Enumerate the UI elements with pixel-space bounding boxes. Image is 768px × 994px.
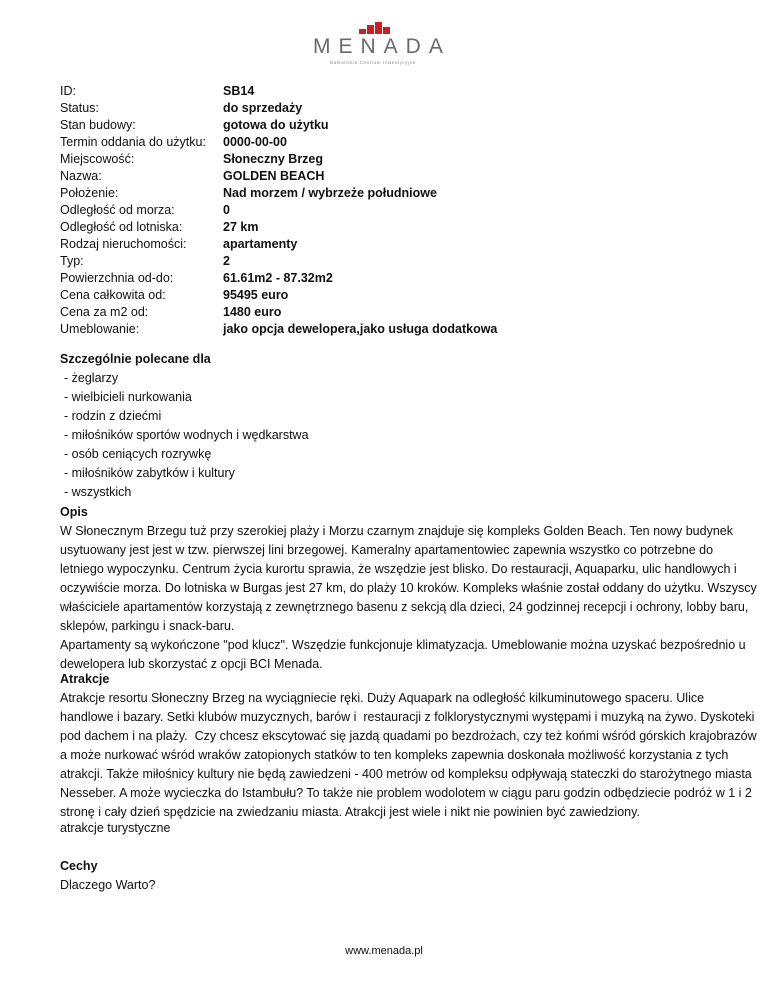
list-item: - osób ceniących rozrywkę (64, 447, 212, 461)
info-row (60, 219, 720, 236)
info-row (60, 83, 720, 100)
info-row (60, 134, 720, 151)
atrakcje-text (60, 689, 757, 822)
info-value: Słoneczny Brzeg (223, 152, 324, 166)
info-value: 0000-00-00 (223, 135, 287, 149)
menada-logo (313, 22, 451, 66)
info-row (60, 117, 720, 134)
info-value: 27 km (223, 220, 259, 234)
list-item: - rodzin z dziećmi (64, 409, 162, 423)
info-label: Termin oddania do użytku: (60, 135, 206, 149)
text-line: stronę i cały dzień spędzicie na zwiedzaniu miasta. Atrakcji jest wiele i nikt nie powinien być zawiedziony. (60, 805, 640, 819)
list-item: - miłośników zabytków i kultury (64, 466, 235, 480)
info-value: 61.61m2 - 87.32m2 (223, 271, 333, 285)
info-value: 2 (223, 254, 230, 268)
info-label: Stan budowy: (60, 118, 136, 132)
logo-tagline: Bałkańskie Centrum Inwestycyjne (330, 60, 416, 65)
info-row (60, 168, 720, 185)
logo-squares-icon (359, 22, 389, 34)
list-item: - wszystkich (64, 485, 132, 499)
text-line: a może nurkować wśród wraków zatopionych statków to ten kompleks zapewnia doskonała możliwość korzystania z tych (60, 748, 729, 762)
info-row (60, 253, 720, 270)
info-value: SB14 (223, 84, 255, 98)
text-line: Nesseber. A może wycieczka do Istambułu? To także nie problem wodolotem w ciągu paru godzin odbędziecie podróż w 1 i 2 (60, 786, 752, 800)
info-value: gotowa do użytku (223, 118, 329, 132)
property-info-table (60, 83, 720, 338)
list-item: - miłośników sportów wodnych i wędkarstwa (64, 428, 309, 442)
info-row (60, 236, 720, 253)
info-label: Typ: (60, 254, 84, 268)
info-value: 1480 euro (223, 305, 282, 319)
list-item: - wielbicieli nurkowania (64, 390, 192, 404)
info-label: Rodzaj nieruchomości: (60, 237, 187, 251)
text-line: atrakcji. Także miłośnicy kultury nie będą zawiedzeni - 400 metrów od kompleksu odpływają stateczki do starożytnego miasta (60, 767, 752, 781)
logo-brand: MENADA (313, 35, 451, 58)
opis-section (60, 503, 757, 674)
info-value: apartamenty (223, 237, 298, 251)
info-value: 0 (223, 203, 230, 217)
recommended-list (60, 369, 720, 502)
text-line: Atrakcje resortu Słoneczny Brzeg na wyciągniecie ręki. Duży Aquapark na odległość kilkuminutowego spaceru. Ulice (60, 691, 705, 705)
info-row (60, 270, 720, 287)
recommended-heading: Szczególnie polecane dla (60, 352, 211, 366)
info-value: Nad morzem / wybrzeże południowe (223, 186, 437, 200)
text-line: właściciele apartamentów korzystają z zewnętrznego basenu z sekcją dla dzieci, 24 godzinnej recepcji i ochrony, lobby baru, (60, 600, 749, 614)
info-value: GOLDEN BEACH (223, 169, 325, 183)
text-line: handlowe i bazary. Setki klubów muzycznych, barów i restauracji z folklorystycznymi występami i muzyką na żywo. Dyskoteki (60, 710, 755, 724)
info-value: do sprzedaży (223, 101, 303, 115)
info-value: 95495 euro (223, 288, 289, 302)
cechy-text: Dlaczego Warto? (60, 878, 156, 892)
info-label: Cena za m2 od: (60, 305, 149, 319)
info-label: ID: (60, 84, 76, 98)
text-line: letniego wypoczynku. Centrum życia kurortu sprawia, że wszędzie jest blisko. Do restauracji, Aquaparku, ulic handlowych i (60, 562, 737, 576)
info-row (60, 185, 720, 202)
atrakcje-turystyczne-text: atrakcje turystyczne (60, 821, 171, 835)
atrakcje-turystyczne (60, 819, 720, 838)
info-label: Miejscowość: (60, 152, 135, 166)
info-row (60, 100, 720, 117)
info-row (60, 304, 720, 321)
cechy-heading: Cechy (60, 859, 98, 873)
info-value: jako opcja dewelopera,jako usługa dodatkowa (223, 322, 498, 336)
text-line: pod dachem i na plaży. Czy chcesz ekscytować się jazdą quadami po bezdrożach, czy też końmi wśród górskich krajobrazów (60, 729, 757, 743)
info-label: Odległość od lotniska: (60, 220, 183, 234)
text-line: W Słonecznym Brzegu tuż przy szerokiej plaży i Morzu czarnym znajduje się kompleks Golden Beach. Ten nowy budynek (60, 524, 733, 538)
recommended-section (60, 350, 720, 502)
info-label: Odległość od morza: (60, 203, 175, 217)
opis-text (60, 522, 757, 674)
text-line: usytuowany jest jest w tzw. pierwszej lini brzegowej. Kameralny apartamentowiec zapewnia wszystko co potrzebne do (60, 543, 714, 557)
info-label: Powierzchnia od-do: (60, 271, 174, 285)
info-row (60, 321, 720, 338)
info-label: Status: (60, 101, 99, 115)
info-row (60, 287, 720, 304)
list-item: - żeglarzy (64, 371, 119, 385)
text-line: dewelopera lub skorzystać z opcji BCI Menada. (60, 657, 323, 671)
atrakcje-heading: Atrakcje (60, 672, 110, 686)
info-label: Położenie: (60, 186, 119, 200)
atrakcje-section (60, 670, 757, 822)
info-row (60, 151, 720, 168)
text-line: oczywiście morza. Do lotniska w Burgas jest 27 km, do plaży 10 kroków. Kompleks właśnie został oddany do użytku. Wszyscy (60, 581, 757, 595)
text-line: Apartamenty są wykończone "pod klucz". Wszędzie funkcjonuje klimatyzacja. Umeblowanie można uzyskać bezpośrednio u (60, 638, 746, 652)
info-label: Nazwa: (60, 169, 102, 183)
cechy-section (60, 857, 720, 895)
text-line: sklepów, parkingu i snack-baru. (60, 619, 235, 633)
opis-heading: Opis (60, 505, 88, 519)
info-label: Cena całkowita od: (60, 288, 166, 302)
info-row (60, 202, 720, 219)
info-label: Umeblowanie: (60, 322, 140, 336)
footer-url: www.menada.pl (345, 945, 423, 957)
